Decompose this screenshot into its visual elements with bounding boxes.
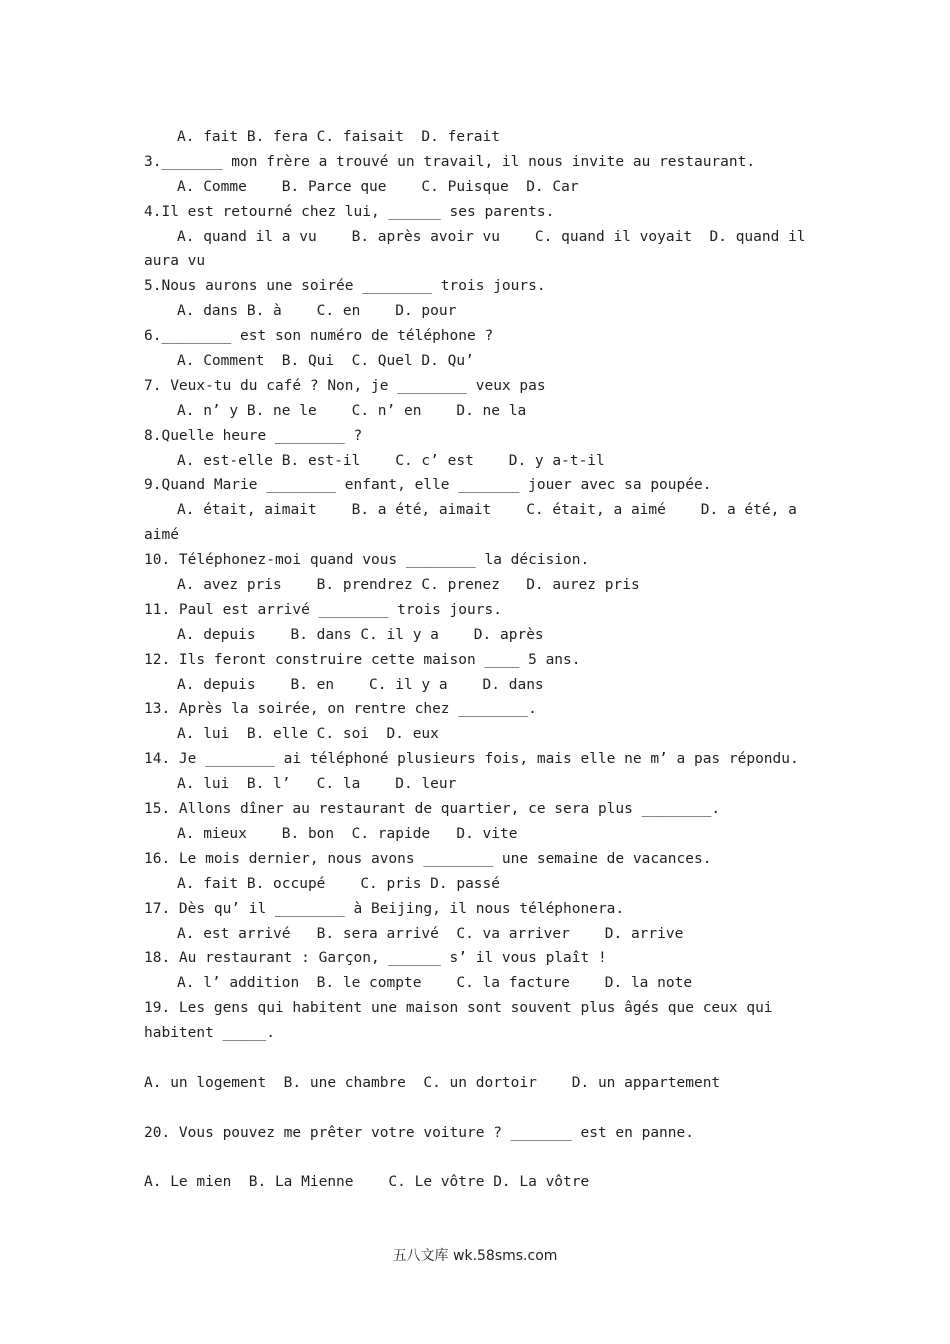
question-text: 17. Dès qu’ il ________ à Beijing, il nous téléphonera. — [144, 900, 625, 917]
question-text: 20. Vous pouvez me prêter votre voiture ? _______ est en panne. — [144, 1124, 694, 1141]
question-text: 14. Je ________ ai téléphoné plusieurs fois, mais elle ne m’ a pas répondu. — [144, 751, 799, 768]
answer-options: A. avez pris B. prendrez C. prenez D. aurez pris — [177, 577, 640, 594]
question-text: 7. Veux-tu du café ? Non, je ________ veux pas — [144, 377, 546, 394]
answer-options: A. lui B. elle C. soi D. eux — [177, 726, 439, 743]
question-text: 10. Téléphonez-moi quand vous ________ la décision. — [144, 552, 590, 569]
question-text: 15. Allons dîner au restaurant de quartier, ce sera plus ________. — [144, 801, 721, 818]
answer-options: A. mieux B. bon C. rapide D. vite — [177, 825, 518, 842]
answer-options: A. fait B. occupé C. pris D. passé — [177, 875, 501, 892]
question-text: 3._______ mon frère a trouvé un travail, il nous invite au restaurant. — [144, 153, 756, 170]
answer-options: A. l’ addition B. le compte C. la facture D. la note — [177, 975, 693, 992]
answer-options: A. quand il a vu B. après avoir vu C. quand il voyait D. quand il — [177, 228, 806, 245]
question-text: 9.Quand Marie ________ enfant, elle _______ jouer avec sa poupée. — [144, 477, 712, 494]
blank-line — [144, 1096, 784, 1121]
question-text: 16. Le mois dernier, nous avons ________ une semaine de vacances. — [144, 850, 712, 867]
question-text: 6.________ est son numéro de téléphone ? — [144, 328, 494, 345]
answer-options: A. dans B. à C. en D. pour — [177, 303, 457, 320]
blank-line — [144, 1146, 784, 1171]
question-text: 5.Nous aurons une soirée ________ trois jours. — [144, 278, 546, 295]
blank-line — [144, 1046, 784, 1071]
question-text: 12. Ils feront construire cette maison ____ 5 ans. — [144, 651, 581, 668]
answer-options: A. est-elle B. est-il C. c’ est D. y a-t-il — [177, 452, 605, 469]
footer-watermark: 五八文库 wk.58sms.com — [392, 1248, 558, 1264]
exercise-body — [144, 125, 806, 1195]
question-text: 18. Au restaurant : Garçon, ______ s’ il vous plaît ! — [144, 950, 607, 967]
question-text: 13. Après la soirée, on rentre chez ________. — [144, 701, 537, 718]
question-text: 4.Il est retourné chez lui, ______ ses parents. — [144, 203, 555, 220]
question-text: aura vu — [144, 253, 206, 270]
answer-options: A. fait B. fera C. faisait D. ferait — [177, 129, 501, 145]
answer-options: A. lui B. l’ C. la D. leur — [177, 776, 457, 793]
answer-options: A. Comme B. Parce que C. Puisque D. Car — [177, 178, 579, 195]
question-text: habitent _____. — [144, 1025, 275, 1042]
question-text: A. Le mien B. La Mienne C. Le vôtre D. La vôtre — [144, 1174, 590, 1191]
question-text: A. un logement B. une chambre C. un dortoir D. un appartement — [144, 1074, 721, 1091]
question-text: 19. Les gens qui habitent une maison sont souvent plus âgés que ceux qui — [144, 1000, 773, 1017]
question-text: aimé — [144, 527, 179, 544]
answer-options: A. n’ y B. ne le C. n’ en D. ne la — [177, 402, 527, 419]
answer-options: A. depuis B. en C. il y a D. dans — [177, 676, 544, 693]
question-text: 8.Quelle heure ________ ? — [144, 427, 363, 444]
answer-options: A. depuis B. dans C. il y a D. après — [177, 626, 544, 643]
answer-options: A. était, aimait B. a été, aimait C. était, a aimé D. a été, a — [177, 502, 797, 519]
answer-options: A. est arrivé B. sera arrivé C. va arriver D. arrive — [177, 925, 684, 942]
answer-options: A. Comment B. Qui C. Quel D. Qu’ — [177, 353, 474, 370]
question-text: 11. Paul est arrivé ________ trois jours. — [144, 601, 502, 618]
